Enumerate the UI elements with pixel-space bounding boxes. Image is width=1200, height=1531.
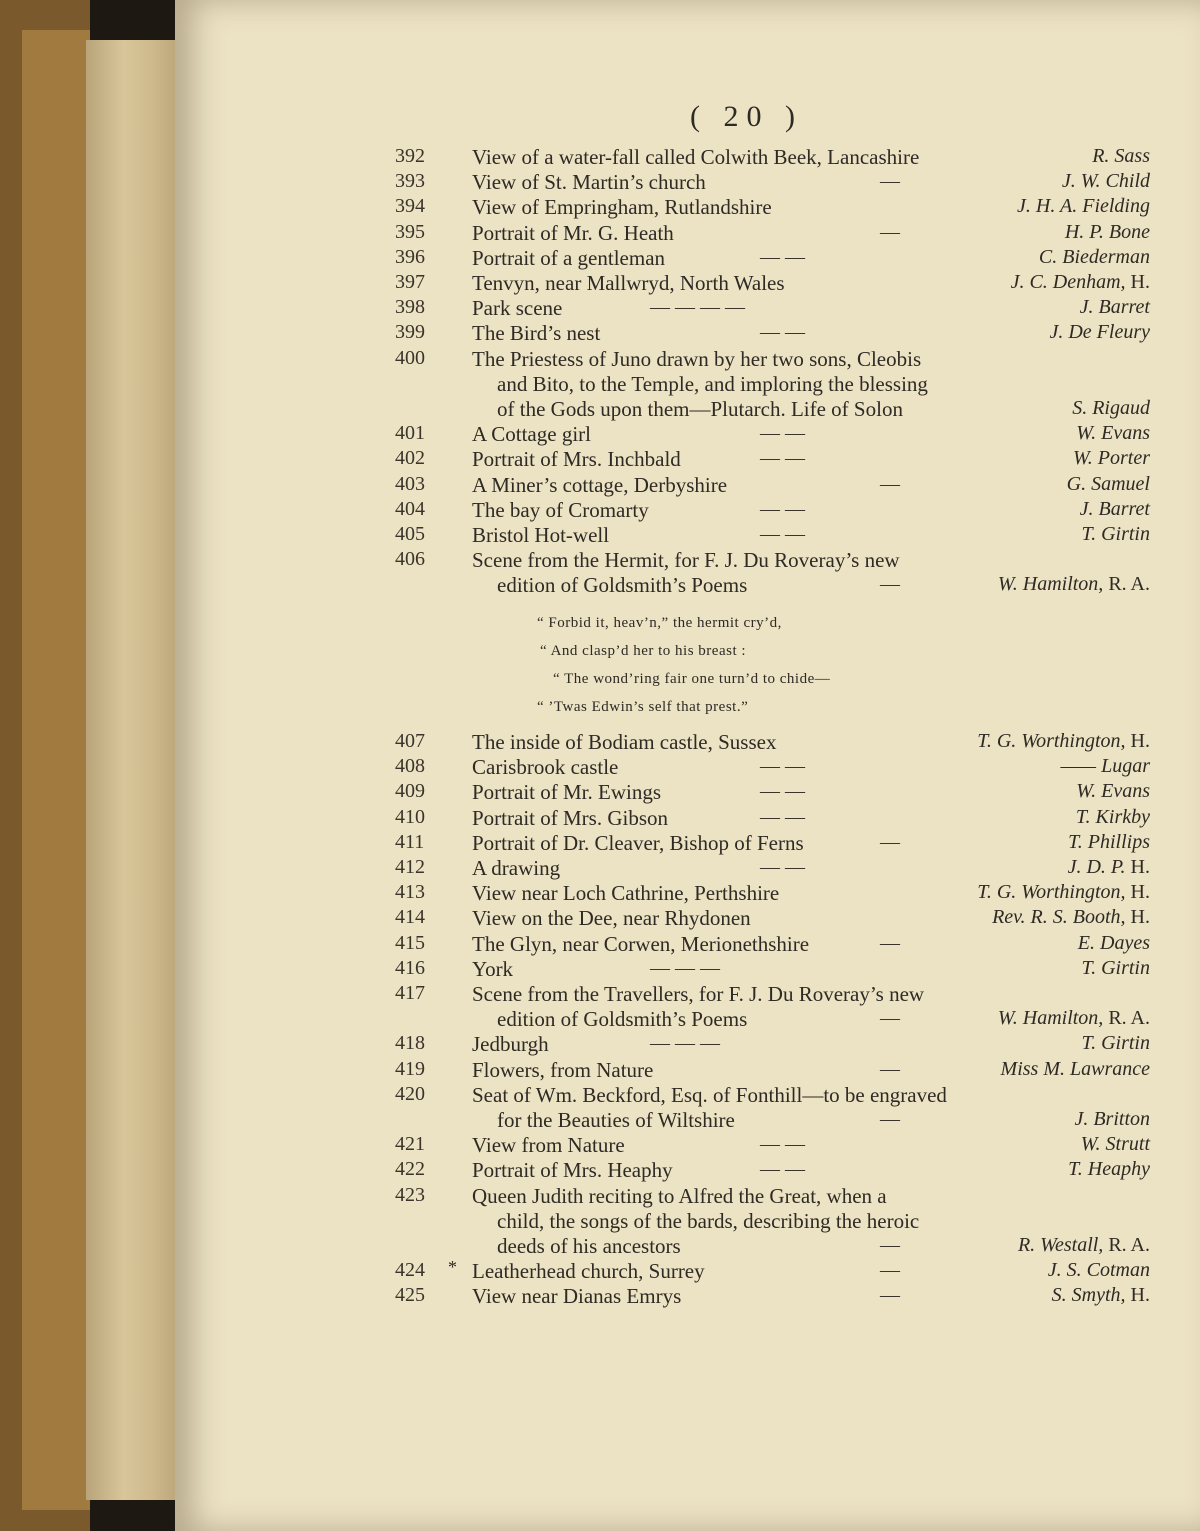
entry-title: The bay of Cromarty [472, 497, 649, 522]
entry-artist [1065, 221, 1150, 244]
entry-artist [1052, 1284, 1150, 1307]
entry-number: 409 [395, 780, 425, 803]
entry-title: Jedburgh [472, 1032, 549, 1057]
entry-title: The Bird’s nest [472, 321, 601, 346]
catalogue-entry [0, 806, 1200, 831]
entry-artist [1068, 831, 1150, 854]
entry-number: 425 [395, 1284, 425, 1307]
entry-dash-leader: — [880, 931, 900, 954]
entry-dash-leader: — [880, 1234, 900, 1256]
artist-name: —— Lugar [1060, 755, 1150, 778]
entry-title: The Glyn, near Corwen, Merionethshire [472, 931, 810, 956]
catalogue-entry [0, 498, 1200, 523]
page-number-header: ( 20 ) [690, 100, 803, 133]
entry-number: 407 [395, 730, 425, 752]
catalogue-entry [0, 1158, 1200, 1183]
entry-title: View on the Dee, near Rhydonen [472, 906, 751, 931]
entry-number: 393 [395, 170, 425, 193]
entry-artist [998, 573, 1150, 596]
entry-title: View of a water-fall called Colwith Beek, Lancashire [472, 145, 920, 169]
entry-title: Portrait of Mrs. Gibson [472, 805, 668, 830]
artist-name: S. Smyth, [1051, 1284, 1126, 1307]
entry-number: 415 [395, 931, 425, 954]
artist-name: R. Sass [1092, 145, 1150, 167]
entry-dash-leader: — [880, 830, 900, 853]
entry-artist [1068, 856, 1150, 879]
artist-name: T. Kirkby [1075, 805, 1150, 828]
entry-dash-leader: — [880, 1259, 900, 1282]
artist-suffix: R. A. [1103, 1234, 1150, 1256]
entry-dash-leader: — — [760, 1133, 805, 1156]
entry-artist [1061, 755, 1150, 778]
catalogue-entry [0, 347, 1200, 372]
entry-title: of the Gods upon them—Plutarch. Life of Solon [497, 397, 903, 421]
entry-artist [977, 730, 1150, 753]
entry-title: Tenvyn, near Mallwryd, North Wales [472, 271, 785, 295]
artist-name: T. Heaphy [1068, 1158, 1150, 1181]
catalogue-entry [0, 1058, 1200, 1083]
catalogue-entry [0, 296, 1200, 321]
catalogue-entry [0, 473, 1200, 498]
entry-continuation [0, 573, 1200, 598]
artist-name: H. P. Bone [1064, 220, 1150, 243]
artist-name: J. C. Denham, [1010, 271, 1126, 293]
entry-title: View of St. Martin’s church [472, 170, 706, 195]
entry-number: 394 [395, 195, 425, 218]
entry-title: child, the songs of the bards, describing the heroic [497, 1208, 920, 1233]
entry-artist [1081, 1032, 1150, 1055]
quote-line: “ ’Twas Edwin’s self that prest.” [537, 699, 749, 715]
entry-dash-leader: — — [760, 321, 805, 344]
catalogue-entry [0, 831, 1200, 856]
entry-continuation [0, 397, 1200, 422]
entry-dash-leader: — — [760, 245, 805, 268]
entry-title: Portrait of Mrs. Inchbald [472, 447, 681, 472]
entry-number: 405 [395, 523, 425, 545]
entry-artist [1080, 296, 1150, 319]
artist-name: J. Britton [1074, 1108, 1150, 1130]
artist-name: S. Rigaud [1072, 397, 1150, 419]
entry-title: York [472, 956, 514, 981]
entry-number: 417 [395, 982, 425, 1004]
entry-number: 406 [395, 548, 425, 571]
entry-title: Leatherhead church, Surrey [472, 1259, 705, 1284]
artist-name: E. Dayes [1077, 931, 1150, 954]
catalogue-entry [0, 755, 1200, 780]
artist-name: J. D. P. [1067, 856, 1126, 878]
entry-title: The inside of Bodiam castle, Sussex [472, 730, 777, 754]
entry-title: Portrait of Mrs. Heaphy [472, 1158, 673, 1183]
artist-suffix: H. [1125, 881, 1150, 904]
entry-dash-leader: — — [760, 1158, 805, 1181]
quote-line: “ And clasp’d her to his breast : [540, 643, 747, 659]
entry-title: A Miner’s cottage, Derbyshire [472, 472, 728, 497]
catalogue-entry [0, 1259, 1200, 1284]
catalogue-entry [0, 780, 1200, 805]
entry-dash-leader: — [880, 1007, 900, 1030]
catalogue-entry [0, 730, 1200, 755]
entry-title: for the Beauties of Wiltshire [497, 1108, 735, 1132]
entry-number: 403 [395, 472, 425, 495]
entry-artist [1017, 195, 1150, 218]
entry-title: A Cottage girl [472, 422, 591, 447]
entry-dash-leader: — — [760, 755, 805, 778]
entry-title: Portrait of Mr. G. Heath [472, 220, 674, 245]
entry-title: The Priestess of Juno drawn by her two sons, Cleobis [472, 346, 922, 371]
entry-title: View near Dianas Emrys [472, 1284, 682, 1309]
entry-title: Scene from the Travellers, for F. J. Du Roveray’s new [472, 982, 925, 1006]
entry-artist [1076, 806, 1150, 829]
artist-name: Rev. R. S. Booth, [992, 906, 1126, 929]
entry-title: Carisbrook castle [472, 755, 619, 780]
entry-artist [1078, 932, 1150, 955]
entry-artist [1049, 321, 1150, 344]
entry-dash-leader: — — [760, 805, 805, 828]
catalogue-entry [0, 881, 1200, 906]
entry-title: A drawing [472, 856, 561, 880]
entry-dash-leader: — — [760, 422, 805, 445]
entry-artist [1067, 473, 1150, 496]
entry-artist [1048, 1259, 1150, 1282]
entry-dash-leader: — — [760, 780, 805, 803]
quote-line: “ Forbid it, heav’n,” the hermit cry’d, [537, 615, 782, 631]
entry-artist [1081, 957, 1150, 980]
entry-title: View of Empringham, Rutlandshire [472, 195, 772, 220]
artist-suffix: H. [1125, 730, 1150, 752]
entry-artist [1076, 780, 1150, 803]
artist-name: W. Evans [1076, 422, 1150, 445]
entry-continuation [0, 1209, 1200, 1234]
entry-number: 424 [395, 1259, 425, 1282]
entry-number: 400 [395, 346, 425, 369]
entry-dash-leader: — [880, 1284, 900, 1307]
entry-title: Flowers, from Nature [472, 1057, 654, 1082]
catalogue-entry [0, 523, 1200, 548]
entry-artist [1092, 145, 1150, 168]
entry-dash-leader: — [880, 573, 900, 596]
entry-artist [977, 881, 1150, 904]
entry-dash-leader: — [880, 1108, 900, 1130]
entry-number: 414 [395, 906, 425, 929]
artist-name: T. Girtin [1081, 1032, 1150, 1055]
entry-artist [1076, 422, 1150, 445]
catalogue-entry [0, 195, 1200, 220]
entry-title: and Bito, to the Temple, and imploring the blessing [497, 371, 928, 396]
entry-artist [1039, 246, 1150, 269]
entry-title: edition of Goldsmith’s Poems [497, 573, 748, 598]
entry-number: 396 [395, 245, 425, 268]
entry-number: 401 [395, 422, 425, 445]
entry-number: 413 [395, 881, 425, 904]
quote-line: “ The wond’ring fair one turn’d to chide— [553, 671, 831, 687]
entry-number: 402 [395, 447, 425, 470]
catalogue-entry [0, 246, 1200, 271]
entry-dash-leader: — [880, 170, 900, 193]
entry-dash-leader: — [880, 1057, 900, 1080]
entry-artist [1081, 1133, 1150, 1156]
entry-artist [1072, 397, 1150, 420]
catalogue-entry [0, 422, 1200, 447]
artist-name: J. W. Child [1061, 170, 1150, 193]
catalogue-entry [0, 1133, 1200, 1158]
entry-number: 395 [395, 220, 425, 243]
entry-number: 404 [395, 497, 425, 520]
entry-number: 421 [395, 1133, 425, 1156]
entry-number: 418 [395, 1032, 425, 1055]
catalogue-entry [0, 221, 1200, 246]
entry-artist [1001, 1058, 1150, 1081]
artist-name: T. Girtin [1081, 956, 1150, 979]
catalogue-entry [0, 906, 1200, 931]
entry-title: Portrait of Mr. Ewings [472, 780, 661, 805]
catalogue-entry [0, 170, 1200, 195]
artist-name: Miss M. Lawrance [1000, 1057, 1150, 1080]
artist-name: W. Strutt [1080, 1133, 1150, 1156]
entry-title: Portrait of a gentleman [472, 245, 666, 270]
entry-dash-leader: — — — [650, 1032, 720, 1055]
catalogue-entry [0, 982, 1200, 1007]
catalogue-entry [0, 271, 1200, 296]
entry-title: Seat of Wm. Beckford, Esq. of Fonthill—to be engraved [472, 1082, 947, 1107]
artist-name: G. Samuel [1066, 472, 1150, 495]
entry-title: View near Loch Cathrine, Perthshire [472, 881, 780, 906]
entry-dash-leader: — [880, 220, 900, 243]
artist-suffix: H. [1125, 906, 1150, 929]
entry-title: edition of Goldsmith’s Poems [497, 1007, 748, 1032]
entry-number: 397 [395, 271, 425, 293]
entry-number: 392 [395, 145, 425, 167]
entry-number: 416 [395, 956, 425, 979]
entry-number: 423 [395, 1183, 425, 1206]
entry-artist [1011, 271, 1150, 294]
entry-artist [1080, 498, 1150, 521]
artist-name: W. Hamilton, [997, 1007, 1104, 1030]
entry-dash-leader: — — [760, 447, 805, 470]
entry-continuation [0, 1007, 1200, 1032]
entry-artist [1068, 1158, 1150, 1181]
entry-artist [1062, 170, 1150, 193]
entry-asterisk: * [448, 1257, 457, 1278]
entry-number: 399 [395, 321, 425, 344]
entry-artist [992, 906, 1150, 929]
entry-number: 411 [395, 830, 425, 853]
entry-continuation [0, 372, 1200, 397]
entry-number: 419 [395, 1057, 425, 1080]
catalogue-entry [0, 321, 1200, 346]
artist-name: J. H. A. Fielding [1017, 195, 1150, 218]
entry-title: Park scene [472, 296, 563, 321]
entry-artist [1074, 1108, 1150, 1131]
artist-suffix: R. A. [1103, 573, 1150, 596]
entry-number: 398 [395, 296, 425, 319]
entry-title: Queen Judith reciting to Alfred the Great, when a [472, 1183, 887, 1208]
entry-dash-leader: — — — — [650, 296, 745, 319]
catalogue-entry [0, 1184, 1200, 1209]
entry-number: 410 [395, 805, 425, 828]
artist-name: R. Westall, [1017, 1234, 1104, 1256]
catalogue-entry [0, 1284, 1200, 1309]
entry-dash-leader: — — [760, 523, 805, 545]
entry-continuation [0, 1108, 1200, 1133]
artist-suffix: R. A. [1103, 1007, 1150, 1030]
artist-suffix: H. [1125, 856, 1150, 878]
entry-dash-leader: — — — [650, 956, 720, 979]
catalogue-entry [0, 856, 1200, 881]
catalogue-entry [0, 932, 1200, 957]
artist-name: J. Barret [1079, 296, 1150, 319]
artist-name: J. Barret [1079, 497, 1150, 520]
catalogue-entry [0, 957, 1200, 982]
artist-name: T. G. Worthington, [977, 730, 1126, 752]
entry-artist [1081, 523, 1150, 546]
catalogue-entry [0, 1032, 1200, 1057]
entry-title: Scene from the Hermit, for F. J. Du Roveray’s new [472, 548, 900, 573]
artist-suffix: H. [1125, 271, 1150, 293]
artist-name: C. Biederman [1038, 245, 1150, 268]
entry-title: View from Nature [472, 1133, 625, 1158]
entry-number: 420 [395, 1082, 425, 1105]
entry-number: 412 [395, 856, 425, 878]
artist-name: J. De Fleury [1049, 321, 1150, 344]
artist-name: J. S. Cotman [1047, 1259, 1150, 1282]
catalogue-entry [0, 145, 1200, 170]
entry-title: Portrait of Dr. Cleaver, Bishop of Ferns [472, 830, 804, 855]
artist-suffix: H. [1125, 1284, 1150, 1307]
catalogue-entry [0, 447, 1200, 472]
artist-name: T. Girtin [1081, 523, 1150, 545]
entry-artist [1018, 1234, 1150, 1257]
artist-name: T. G. Worthington, [977, 881, 1126, 904]
entry-title: deeds of his ancestors [497, 1234, 681, 1258]
entry-artist [1073, 447, 1150, 470]
entry-continuation [0, 1234, 1200, 1259]
catalogue-entry [0, 548, 1200, 573]
entry-number: 408 [395, 755, 425, 778]
artist-name: T. Phillips [1068, 830, 1150, 853]
artist-name: W. Porter [1072, 447, 1150, 470]
entry-artist [998, 1007, 1150, 1030]
entry-number: 422 [395, 1158, 425, 1181]
entry-dash-leader: — — [760, 497, 805, 520]
catalogue-entry [0, 1083, 1200, 1108]
entry-dash-leader: — [880, 472, 900, 495]
entry-dash-leader: — — [760, 856, 805, 878]
artist-name: W. Hamilton, [997, 573, 1104, 596]
entry-title: Bristol Hot-well [472, 523, 610, 547]
artist-name: W. Evans [1076, 780, 1150, 803]
